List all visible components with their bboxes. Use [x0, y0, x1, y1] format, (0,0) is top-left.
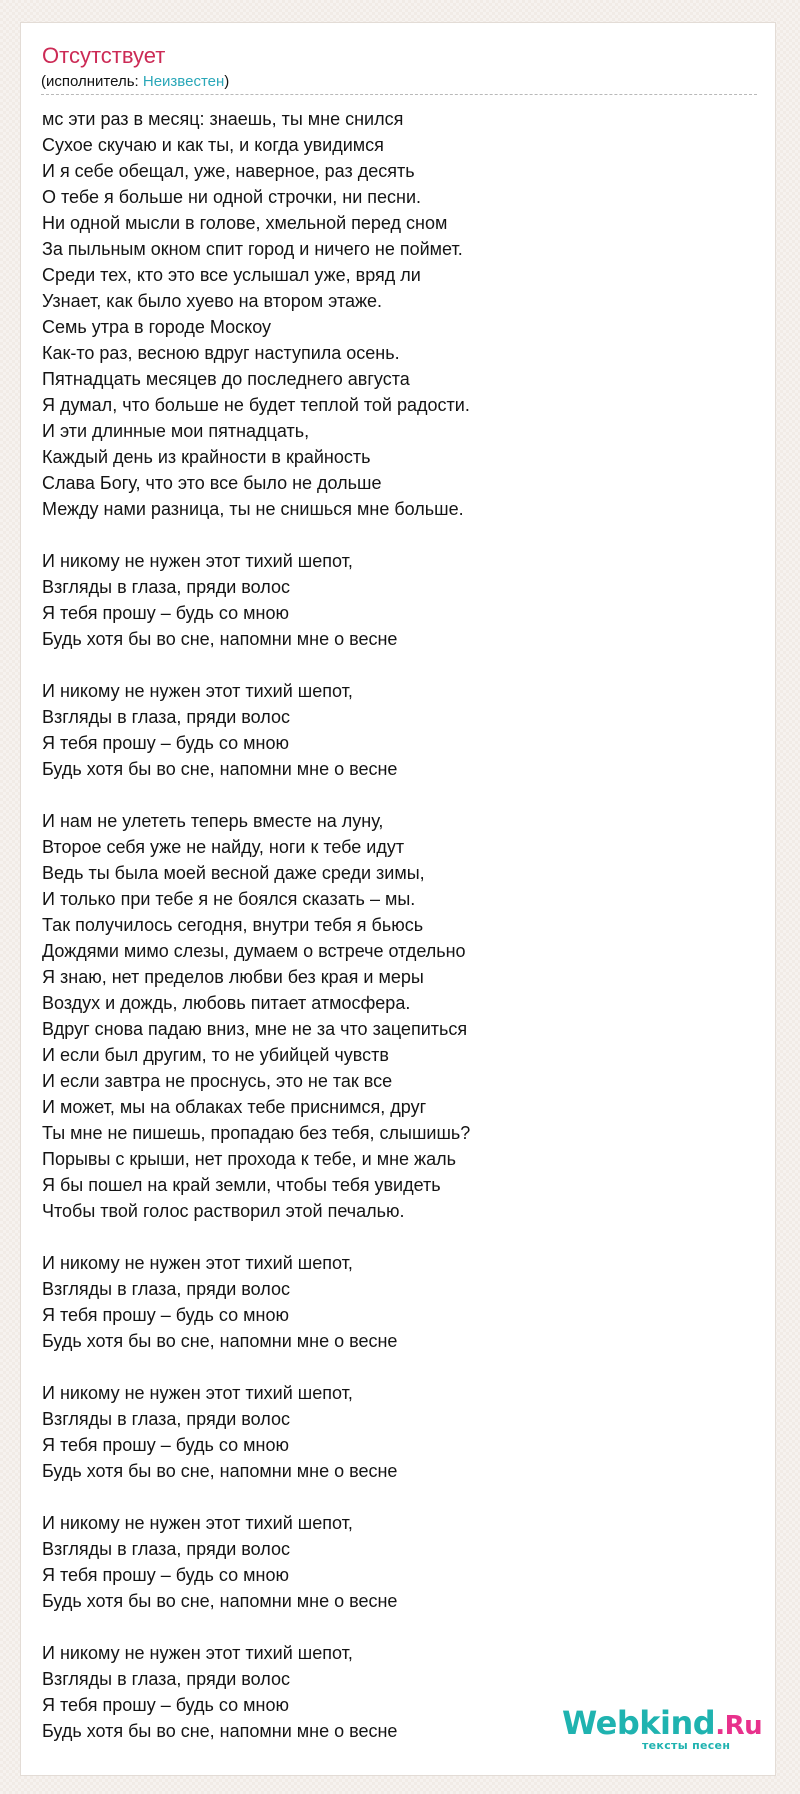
lyrics-line: Узнает, как было хуево на втором этаже. [42, 291, 383, 311]
lyrics-line: Так получилось сегодня, внутри тебя я бьюсь [42, 915, 424, 935]
lyrics-line: И если был другим, то не убийцей чувств [42, 1045, 389, 1065]
lyrics-line: Будь хотя бы во сне, напомни мне о весне [42, 1591, 398, 1611]
lyrics-line: Второе себя уже не найду, ноги к тебе идут [42, 837, 405, 857]
lyrics-stanza [42, 548, 742, 652]
lyrics-line: Взгляды в глаза, пряди волос [42, 1409, 290, 1429]
lyrics-line: Будь хотя бы во сне, напомни мне о весне [42, 1331, 398, 1351]
lyrics-line: Я тебя прошу – будь со мною [42, 733, 289, 753]
artist-link[interactable]: Неизвестен [142, 73, 225, 90]
lyrics-line: И никому не нужен этот тихий шепот, [42, 1253, 353, 1273]
lyrics-line: Я знаю, нет пределов любви без края и меры [42, 967, 424, 987]
lyrics-line: Я тебя прошу – будь со мною [42, 1695, 289, 1715]
lyrics-line: Каждый день из крайности в крайность [42, 447, 371, 467]
logo-suffix: .Ru [715, 1711, 763, 1741]
lyrics-line: За пыльным окном спит город и ничего не поймет. [42, 239, 463, 259]
lyrics-line: Воздух и дождь, любовь питает атмосфера. [42, 993, 411, 1013]
lyrics-line: Ни одной мысли в голове, хмельной перед сном [42, 213, 448, 233]
lyrics-line: И никому не нужен этот тихий шепот, [42, 1513, 353, 1533]
lyrics-line: Чтобы твой голос растворил этой печалью. [42, 1201, 405, 1221]
lyrics-line: Я думал, что больше не будет теплой той радости. [42, 395, 470, 415]
lyrics-line: Взгляды в глаза, пряди волос [42, 1279, 290, 1299]
logo-tagline: тексты песен [642, 1739, 731, 1752]
lyrics-line: И я себе обещал, уже, наверное, раз десять [42, 161, 415, 181]
lyrics-line: Порывы с крыши, нет прохода к тебе, и мне жаль [42, 1149, 456, 1169]
lyrics-line: И если завтра не проснусь, это не так все [42, 1071, 393, 1091]
lyrics-line: Вдруг снова падаю вниз, мне не за что зацепиться [42, 1019, 468, 1039]
lyrics-line: И никому не нужен этот тихий шепот, [42, 551, 353, 571]
lyrics-line: И эти длинные мои пятнадцать, [42, 421, 310, 441]
lyrics-stanza [42, 106, 742, 522]
lyrics-stanza [42, 1510, 742, 1614]
lyrics-line: Взгляды в глаза, пряди волос [42, 1669, 290, 1689]
lyrics-stanza [42, 678, 742, 782]
lyrics-line: О тебе я больше ни одной строчки, ни песни. [42, 187, 422, 207]
lyrics-line: Я бы пошел на край земли, чтобы тебя увидеть [42, 1175, 441, 1195]
title-divider [41, 94, 757, 95]
lyrics-line: Я тебя прошу – будь со мною [42, 1305, 289, 1325]
lyrics-line: Как-то раз, весною вдруг наступила осень. [42, 343, 400, 363]
lyrics-stanza [42, 1250, 742, 1354]
lyrics-line: И никому не нужен этот тихий шепот, [42, 1643, 353, 1663]
lyrics-line: И только при тебе я не боялся сказать – мы. [42, 889, 416, 909]
lyrics-line: Будь хотя бы во сне, напомни мне о весне [42, 759, 398, 779]
lyrics-stanza [42, 808, 742, 1224]
lyrics-line: Дождями мимо слезы, думаем о встрече отдельно [42, 941, 466, 961]
lyrics-line: Сухое скучаю и как ты, и когда увидимся [42, 135, 384, 155]
lyrics-line: И нам не улететь теперь вместе на луну, [42, 811, 384, 831]
artist-suffix: ) [224, 73, 230, 90]
lyrics-line: Взгляды в глаза, пряди волос [42, 1539, 290, 1559]
lyrics-stanza [42, 1380, 742, 1484]
lyrics-line: Взгляды в глаза, пряди волос [42, 577, 290, 597]
lyrics-line: Будь хотя бы во сне, напомни мне о весне [42, 629, 398, 649]
lyrics-line: Я тебя прошу – будь со мною [42, 603, 289, 623]
site-logo[interactable] [562, 1705, 772, 1757]
lyrics-line: Пятнадцать месяцев до последнего августа [42, 369, 410, 389]
lyrics-line: Между нами разница, ты не снишься мне больше. [42, 499, 464, 519]
lyrics-line: Семь утра в городе Москоу [42, 317, 272, 337]
lyrics-line: Ведь ты была моей весной даже среди зимы, [42, 863, 425, 883]
artist-prefix: (исполнитель: [41, 73, 143, 90]
lyrics-line: И может, мы на облаках тебе приснимся, друг [42, 1097, 427, 1117]
lyrics-line: Среди тех, кто это все услышал уже, вряд ли [42, 265, 421, 285]
lyrics-line: Я тебя прошу – будь со мною [42, 1435, 289, 1455]
lyrics-line: Будь хотя бы во сне, напомни мне о весне [42, 1721, 398, 1741]
song-title: Отсутствует [42, 43, 166, 68]
lyrics-line: мс эти раз в месяц: знаешь, ты мне снился [42, 109, 404, 129]
lyrics-card [20, 22, 776, 1776]
lyrics-line: Будь хотя бы во сне, напомни мне о весне [42, 1461, 398, 1481]
artist-line [41, 73, 229, 91]
lyrics-line: И никому не нужен этот тихий шепот, [42, 1383, 353, 1403]
lyrics-text [42, 106, 742, 1770]
logo-name: Webkind [562, 1704, 716, 1742]
lyrics-line: Взгляды в глаза, пряди волос [42, 707, 290, 727]
lyrics-line: Слава Богу, что это все было не дольше [42, 473, 382, 493]
lyrics-line: Я тебя прошу – будь со мною [42, 1565, 289, 1585]
lyrics-line: И никому не нужен этот тихий шепот, [42, 681, 353, 701]
lyrics-line: Ты мне не пишешь, пропадаю без тебя, слышишь? [42, 1123, 471, 1143]
